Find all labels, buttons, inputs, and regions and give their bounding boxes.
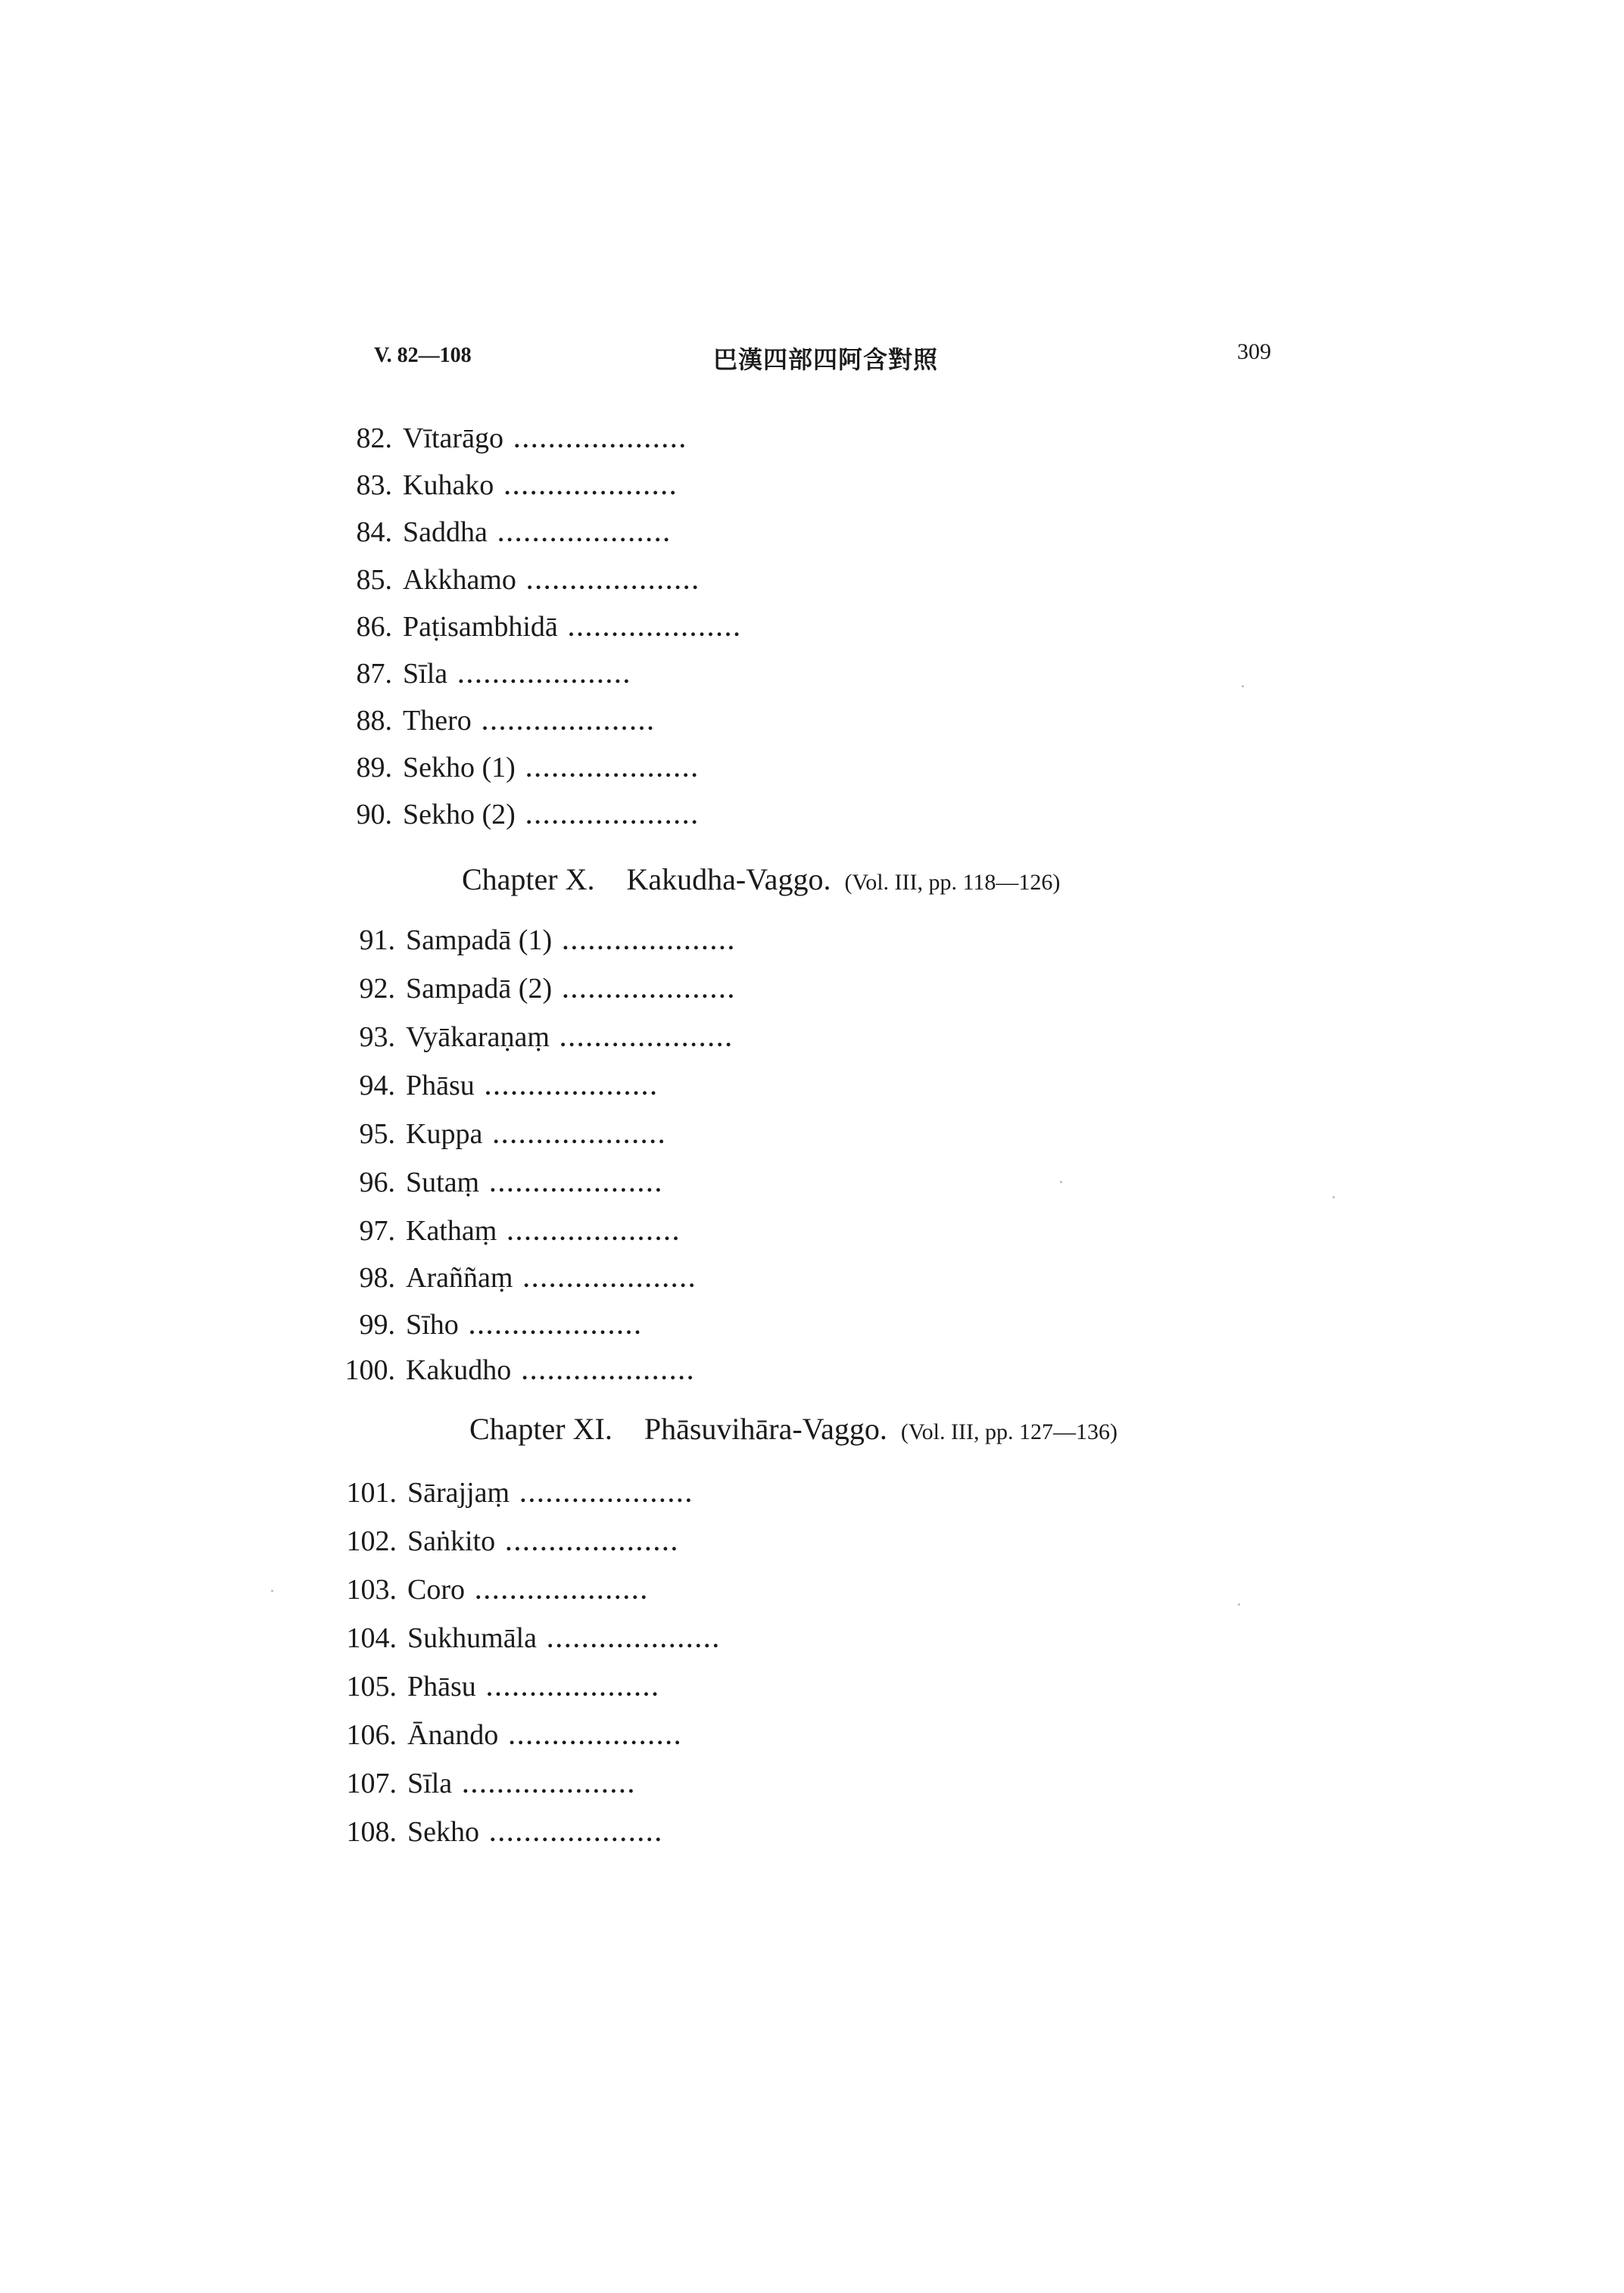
list-item [330,1715,683,1755]
leader-dots: .................... [486,1676,661,1701]
scan-speck [1242,685,1244,687]
list-item [330,1522,680,1561]
list-item [329,1258,697,1298]
entry-number: 102. [346,1525,397,1557]
list-item [329,1351,696,1390]
list-item [326,748,700,787]
list-item [329,1211,681,1251]
leader-dots: .................... [522,1360,697,1385]
list-item [329,1163,664,1202]
entry-title: Vītarāgo [403,422,503,454]
entry-title: Vyākaraṇaṃ [406,1021,550,1053]
leader-dots: .................... [509,1724,684,1749]
leader-dots: .................... [463,1773,637,1798]
leader-dots: .................... [485,1075,659,1100]
chapter-reference: (Vol. III, pp. 118—126) [844,870,1061,895]
list-item [330,1764,637,1803]
chapter-name: Kakudha-Vaggo. [626,862,831,896]
list-item [330,1812,664,1852]
list-item [329,1066,659,1105]
list-item [329,969,737,1008]
chapter-name: Phāsuvihāra-Vaggo. [644,1412,887,1446]
cjk-title: 巴漢四部四阿含對照 [713,346,939,373]
entry-number: 83. [356,469,392,501]
entry-title: Sārajjaṃ [407,1477,510,1509]
list-item [330,1473,694,1513]
entry-number: 93. [359,1021,395,1053]
scan-speck [271,1590,273,1592]
leader-dots: .................... [520,1482,695,1507]
list-item [329,1305,644,1344]
leader-dots: .................... [475,1579,650,1604]
entry-number: 105. [346,1671,397,1703]
leader-dots: .................... [525,757,700,782]
leader-dots: .................... [560,1027,734,1051]
page-header [0,339,1624,375]
entry-number: 88. [356,705,392,737]
page-number: 309 [1237,339,1271,364]
entry-number: 101. [346,1477,397,1509]
entry-title: Sekho (2) [403,799,516,830]
entry-number: 95. [359,1118,395,1150]
list-item [330,1618,722,1658]
list-item [330,1667,661,1706]
list-item [326,419,688,458]
entry-number: 99. [359,1309,395,1341]
entry-title: Paṭisambhidā [403,611,558,643]
scan-speck [1333,1196,1335,1198]
entry-title: Akkhamo [403,564,516,596]
entry-number: 97. [359,1215,395,1247]
list-item [326,607,743,646]
entry-title: Phāsu [407,1671,476,1703]
chapter-heading [462,858,1060,904]
entry-number: 92. [359,973,395,1005]
list-item [326,795,700,834]
leader-dots: .................... [563,978,737,1003]
entry-number: 87. [356,658,392,690]
entry-title: Araññaṃ [406,1262,513,1294]
list-item [330,1570,650,1609]
scan-speck [1060,1181,1062,1183]
entry-title: Sukhumāla [407,1622,537,1654]
list-item [329,921,737,960]
entry-number: 98. [359,1262,395,1294]
chapter-label: Chapter XI. [469,1412,613,1446]
list-item [326,560,701,600]
leader-dots: .................... [490,1172,665,1197]
leader-dots: .................... [513,428,688,453]
scan-speck [1238,1603,1240,1606]
entry-number: 104. [346,1622,397,1654]
entry-number: 86. [356,611,392,643]
leader-dots: .................... [526,569,701,594]
leader-dots: .................... [490,1821,664,1846]
leader-dots: .................... [563,930,737,955]
leader-dots: .................... [525,804,700,829]
entry-title: Kakudho [406,1354,512,1386]
leader-dots: .................... [506,1531,681,1556]
entry-number: 85. [356,564,392,596]
entry-number: 106. [346,1719,397,1751]
chapter-heading [469,1408,1117,1453]
chapter-reference: (Vol. III, pp. 127—136) [900,1419,1117,1444]
entry-number: 82. [356,422,392,454]
entry-title: Sampadā (2) [406,973,553,1005]
leader-dots: .................... [497,522,672,547]
leader-dots: .................... [458,663,633,688]
entry-number: 100. [344,1354,395,1386]
list-item [326,466,678,505]
leader-dots: .................... [493,1123,668,1148]
entry-title: Thero [403,705,472,737]
entry-number: 107. [346,1768,397,1799]
leader-dots: .................... [507,1220,682,1245]
entry-title: Sīho [406,1309,459,1341]
entry-title: Coro [407,1574,465,1606]
list-item [329,1017,734,1057]
leader-dots: .................... [568,616,743,641]
entry-number: 108. [346,1816,397,1848]
leader-dots: .................... [504,475,679,500]
entry-title: Sekho [407,1816,479,1848]
leader-dots: .................... [482,710,656,735]
entry-title: Kuppa [406,1118,483,1150]
leader-dots: .................... [523,1267,698,1292]
entry-number: 91. [359,924,395,956]
entry-title: Kathaṃ [406,1215,497,1247]
leader-dots: .................... [547,1628,722,1653]
leader-dots: .................... [469,1314,644,1339]
entry-number: 84. [356,516,392,548]
entry-title: Sekho (1) [403,752,516,784]
list-item [326,701,656,740]
entry-title: Sīla [407,1768,453,1799]
entry-number: 103. [346,1574,397,1606]
running-head: V. 82—108 [374,344,472,367]
entry-number: 89. [356,752,392,784]
list-item [326,512,672,552]
entry-number: 90. [356,799,392,830]
entry-title: Sīla [403,658,448,690]
entry-title: Saddha [403,516,488,548]
entry-title: Kuhako [403,469,494,501]
entry-title: Sampadā (1) [406,924,553,956]
entry-title: Phāsu [406,1070,475,1101]
entry-number: 96. [359,1167,395,1198]
list-item [326,654,632,693]
entry-title: Sutaṃ [406,1167,480,1198]
chapter-label: Chapter X. [462,862,595,896]
entry-title: Ānando [407,1719,499,1751]
entry-title: Saṅkito [407,1525,496,1557]
entry-number: 94. [359,1070,395,1101]
list-item [329,1114,667,1154]
